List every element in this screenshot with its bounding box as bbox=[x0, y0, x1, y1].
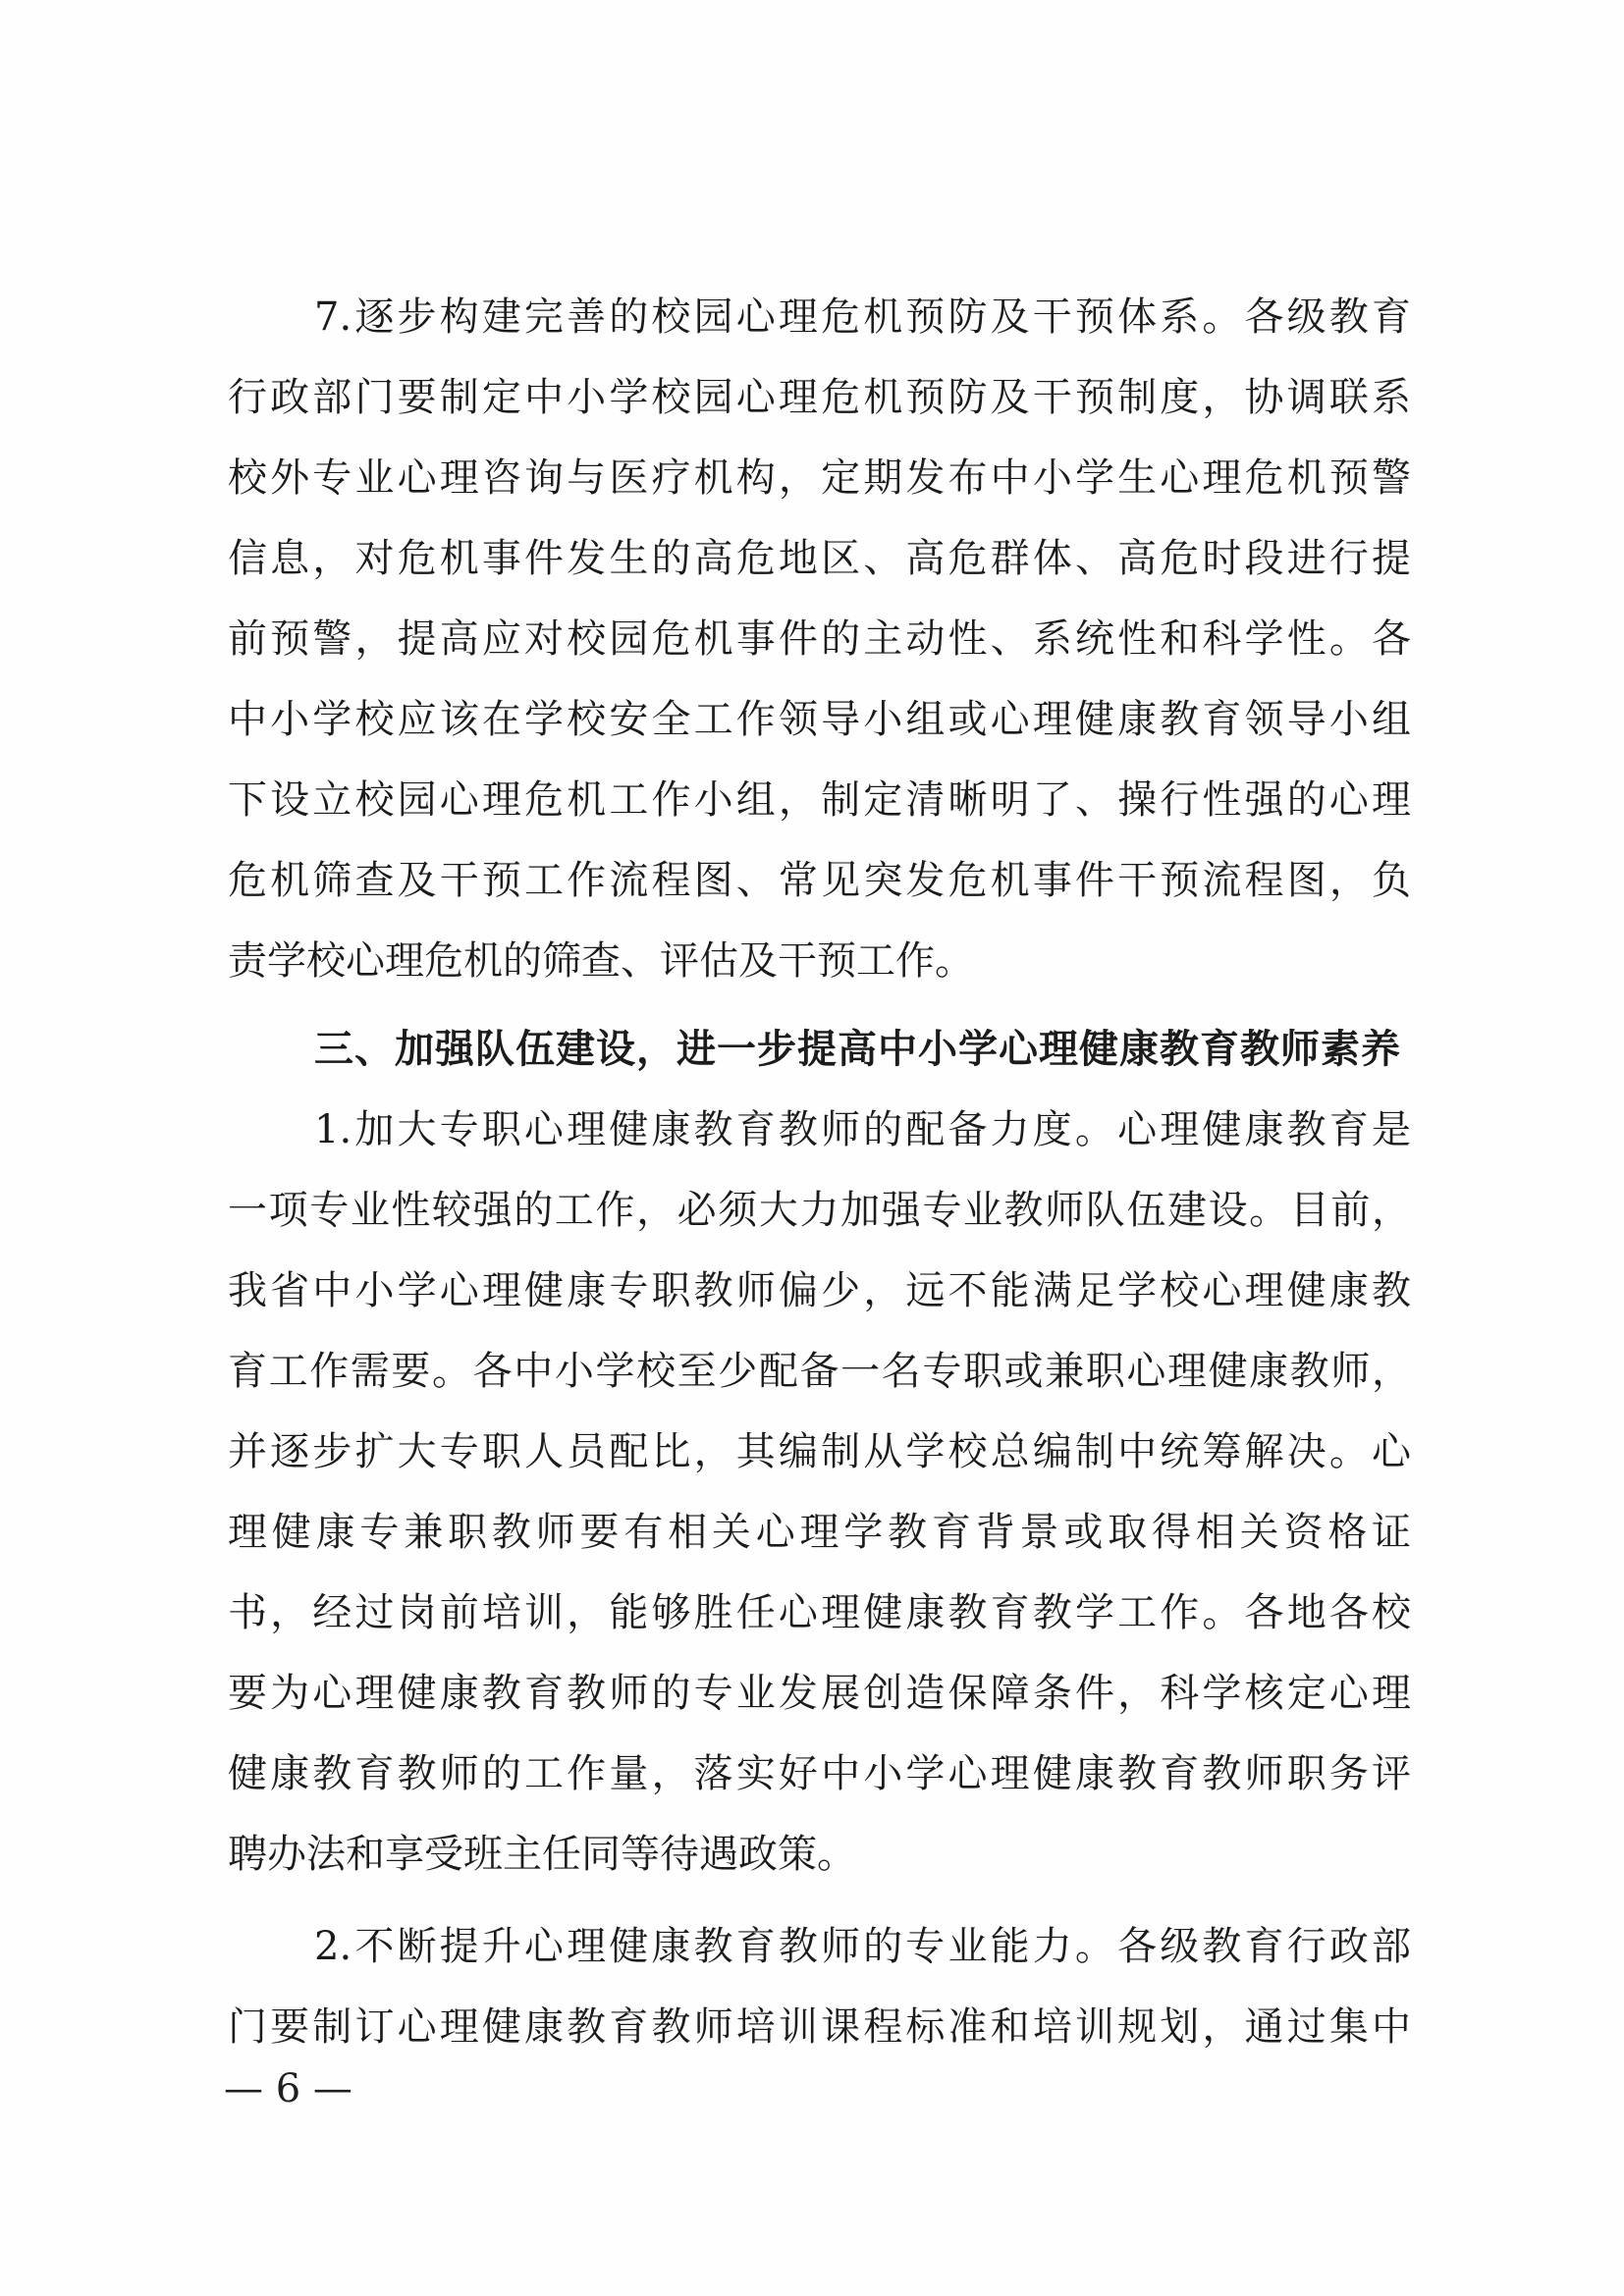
paragraph-line: 校外专业心理咨询与医疗机构，定期发布中小学生心理危机预警 bbox=[228, 455, 1411, 501]
paragraph-line: 理健康专兼职教师要有相关心理学教育背景或取得相关资格证 bbox=[228, 1510, 1411, 1555]
paragraph-line: 书，经过岗前培训，能够胜任心理健康教育教学工作。各地各校 bbox=[228, 1590, 1411, 1635]
paragraph-line: 危机筛查及干预工作流程图、常见突发危机事件干预流程图，负 bbox=[228, 858, 1411, 903]
paragraph-line: 并逐步扩大专职人员配比，其编制从学校总编制中统筹解决。心 bbox=[228, 1429, 1411, 1474]
paragraph-line: 2.不断提升心理健康教育教师的专业能力。各级教育行政部 bbox=[314, 1924, 1411, 1969]
paragraph-line: 我省中小学心理健康专职教师偏少，远不能满足学校心理健康教 bbox=[228, 1268, 1411, 1313]
paragraph-line: 行政部门要制定中小学校园心理危机预防及干预制度，协调联系 bbox=[228, 375, 1411, 420]
document-body bbox=[228, 277, 1411, 2067]
page-number: — 6 — bbox=[224, 2066, 352, 2111]
paragraph-line: 下设立校园心理危机工作小组，制定清晰明了、操行性强的心理 bbox=[228, 777, 1411, 823]
paragraph-line: 7.逐步构建完善的校园心理危机预防及干预体系。各级教育 bbox=[314, 294, 1411, 340]
spacer bbox=[228, 1895, 1411, 1906]
section-heading: 三、加强队伍建设，进一步提高中小学心理健康教育教师素养 bbox=[314, 1027, 1401, 1072]
paragraph-line: 门要制订心理健康教育教师培训课程标准和培训规划，通过集中 bbox=[228, 2004, 1411, 2050]
paragraph-7 bbox=[228, 277, 1411, 1001]
paragraph-line: 育工作需要。各中小学校至少配备一名专职或兼职心理健康教师， bbox=[228, 1349, 1411, 1394]
paragraph-line: 前预警，提高应对校园危机事件的主动性、系统性和科学性。各 bbox=[228, 616, 1411, 662]
spacer bbox=[228, 1001, 1411, 1009]
paragraph-line: 中小学校应该在学校安全工作领导小组或心理健康教育领导小组 bbox=[228, 697, 1411, 742]
paragraph-line: 要为心理健康教育教师的专业发展创造保障条件，科学核定心理 bbox=[228, 1671, 1411, 1716]
paragraph-line: 健康教育教师的工作量，落实好中小学心理健康教育教师职务评 bbox=[228, 1751, 1411, 1796]
paragraph-line: 责学校心理危机的筛查、评估及干预工作。 bbox=[228, 938, 974, 984]
paragraph-section3-item2 bbox=[228, 1906, 1411, 2067]
paragraph-line: 1.加大专职心理健康教育教师的配备力度。心理健康教育是 bbox=[314, 1107, 1411, 1152]
paragraph-section3-item1 bbox=[228, 1090, 1411, 1895]
paragraph-line: 聘办法和享受班主任同等待遇政策。 bbox=[228, 1832, 856, 1877]
paragraph-line: 信息，对危机事件发生的高危地区、高危群体、高危时段进行提 bbox=[228, 536, 1411, 581]
paragraph-line: 一项专业性较强的工作，必须大力加强专业教师队伍建设。目前， bbox=[228, 1188, 1411, 1233]
